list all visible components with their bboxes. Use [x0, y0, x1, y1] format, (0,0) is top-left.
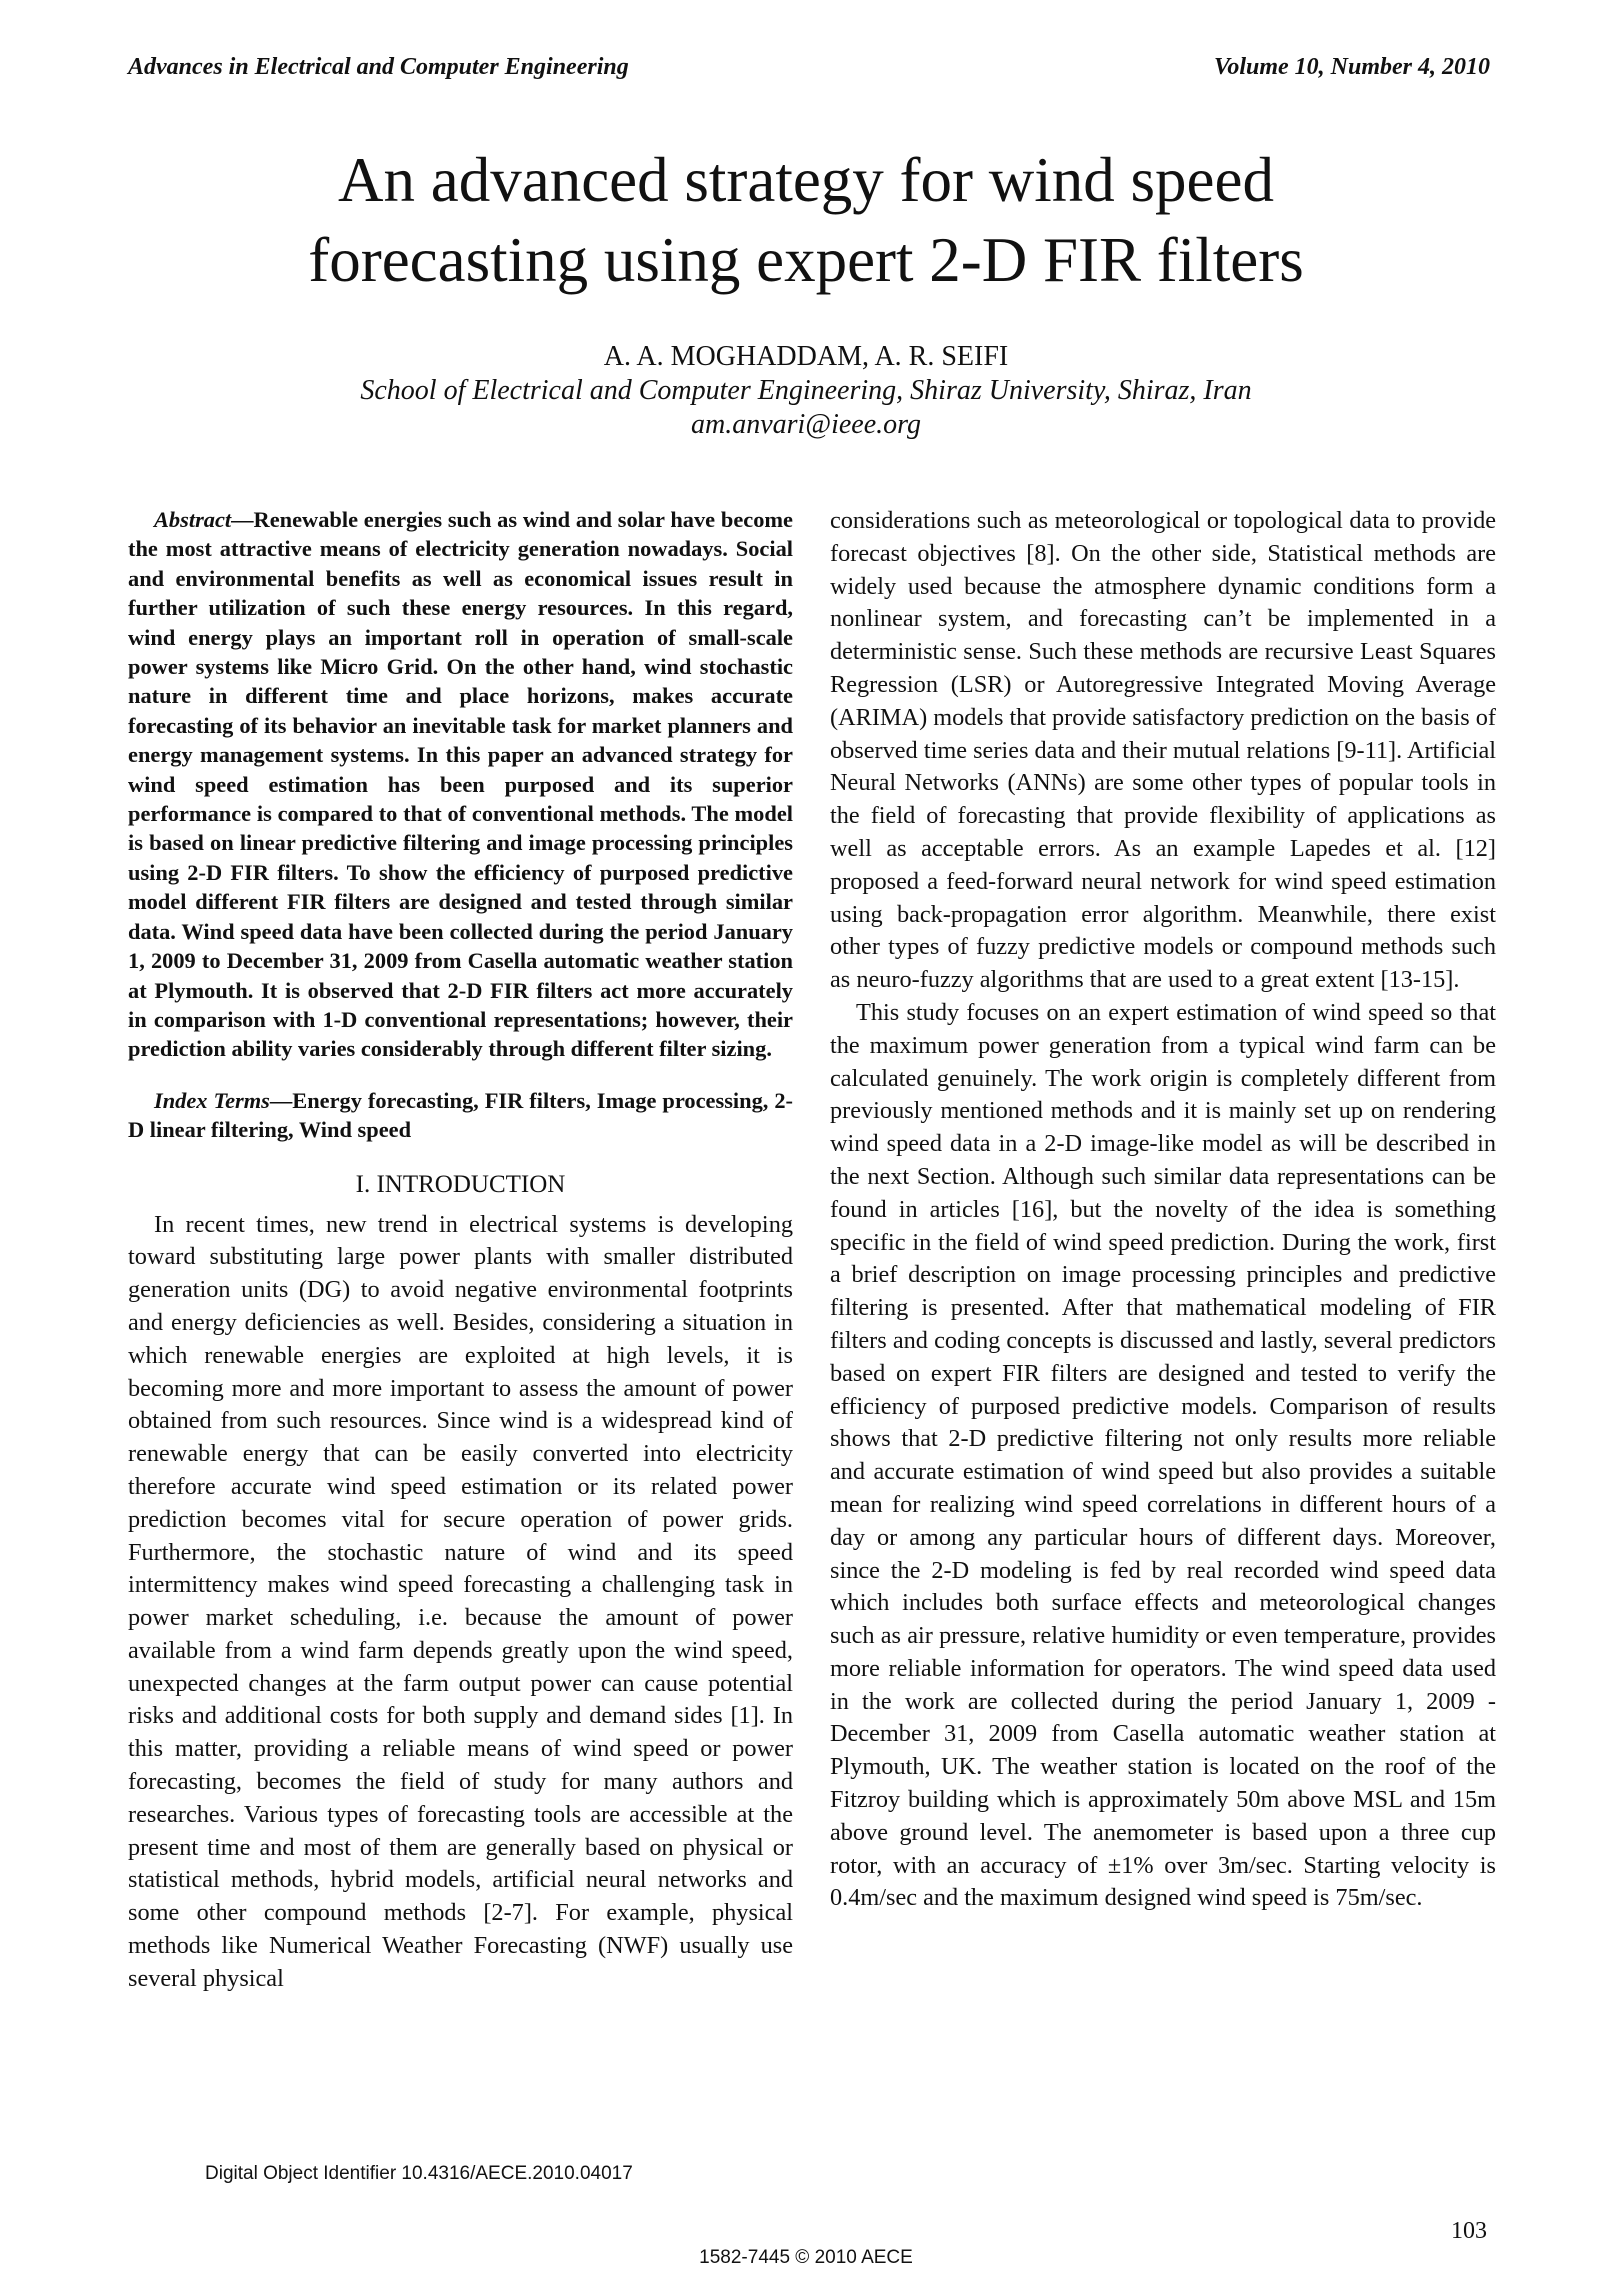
- title-line-2: forecasting using expert 2-D FIR filters: [308, 225, 1304, 295]
- abstract-text: —Renewable energies such as wind and solar have become the most attractive means of electricity generation nowadays. Social and environmental benefits as well as economical issues result in further utilization of such these energy resources. In this regard, wind energy plays an important roll in operation of small-scale power systems like Micro Grid. On the other hand, wind stochastic nature in different time and place horizons, makes accurate forecasting of its behavior an inevitable task for market planners and energy management systems. In this paper an advanced strategy for wind speed estimation has been purposed and its superior performance is compared to that of conventional methods. The model is based on linear predictive filtering and image processing principles using 2-D FIR filters. To show the efficiency of purposed predictive model different FIR filters are designed and tested through similar data. Wind speed data have been collected during the period January 1, 2009 to December 31, 2009 from Casella automatic weather station at Plymouth. It is observed that 2-D FIR filters act more accurately in comparison with 1-D conventional representations; however, their prediction ability varies considerably through different filter sizing.: [128, 507, 793, 1062]
- index-terms-text: —Energy forecasting, FIR filters, Image processing, 2-D linear filtering, Wind speed: [128, 1087, 794, 1143]
- intro-paragraph-2: This study focuses on an expert estimation of wind speed so that the maximum power generation from a typical wind farm can be calculated genuinely. The work origin is completely different from previously mentioned methods and it is mainly set up on rendering wind speed data in a 2-D image-like model as will be described in the next Section. Although such similar data representations can be found in articles [16], but the novelty of the idea is something specific in the field of wind speed prediction. During the work, first a brief description on image processing principles and predictive filtering is presented. After that mathematical modeling of FIR filters and coding concepts is discussed and lastly, several predictors based on expert FIR filters are designed and tested to verify the efficiency of purposed predictive models. Comparison of results shows that 2-D predictive filtering not only results more reliable and accurate estimation of wind speed but also provides a suitable mean for realizing wind speed correlations in different hours of a day or among any particular hours of different days. Moreover, since the 2-D modeling is fed by real recorded wind speed data which includes both surface effects and meteorological changes such as air pressure, relative humidity or even temperature, provides more reliable information for operators. The wind speed data used in the work are collected during the period January 1, 2009 - December 31, 2009 from Casella automatic weather station at Plymouth, UK. The weather station is located on the roof of the Fitzroy building which is approximately 50m above MSL and 15m above ground level. The anemometer is based upon a three cup rotor, with an accuracy of ±1% over 3m/sec. Starting velocity is 0.4m/sec and the maximum designed wind speed is 75m/sec.: [830, 998, 1496, 1912]
- right-column: [830, 505, 1496, 1915]
- journal-name: Advances in Electrical and Computer Engineering: [128, 54, 629, 80]
- doi: Digital Object Identifier 10.4316/AECE.2010.04017: [205, 2163, 633, 2184]
- author-affiliation: School of Electrical and Computer Engineering, Shiraz University, Shiraz, Iran: [360, 375, 1252, 406]
- abstract: [128, 505, 793, 1064]
- page-number: 103: [1451, 2218, 1487, 2244]
- author-block: [0, 340, 1612, 442]
- index-terms-label: Index Terms: [154, 1087, 270, 1113]
- left-column: [128, 505, 793, 1996]
- title-line-1: An advanced strategy for wind speed: [338, 145, 1274, 215]
- author-names: A. A. MOGHADDAM, A. R. SEIFI: [603, 341, 1009, 372]
- section-heading-introduction: I. INTRODUCTION: [355, 1170, 566, 1198]
- index-terms: [128, 1086, 793, 1145]
- volume-info: Volume 10, Number 4, 2010: [1213, 54, 1490, 80]
- author-email: am.anvari@ieee.org: [690, 409, 921, 440]
- intro-paragraph-1: In recent times, new trend in electrical systems is developing toward substituting large power plants with smaller distributed generation units (DG) to avoid negative environmental footprints and energy deficiencies as well. Besides, considering a situation in which renewable energies are exploited at high levels, it is becoming more and more important to assess the amount of power obtained from such resources. Since wind is a widespread kind of renewable energy that can be easily converted into electricity therefore accurate wind speed estimation or its related power prediction becomes vital for secure operation of power grids. Furthermore, the stochastic nature of wind and its speed intermittency makes wind speed forecasting a challenging task in power market scheduling, i.e. because the amount of power available from a wind farm depends greatly upon the wind speed, unexpected changes at the farm output power can cause potential risks and additional costs for both supply and demand sides [1]. In this matter, providing a reliable means of wind speed or power forecasting, becomes the field of study for many authors and researches. Various types of forecasting tools are accessible at the present time and most of them are generally based on physical or statistical methods, hybrid models, artificial neural networks and some other compound methods [2-7]. For example, physical methods like Numerical Weather Forecasting (NWF) usually use several physical: [128, 1210, 793, 1992]
- copyright: 1582-7445 © 2010 AECE: [699, 2247, 913, 2268]
- intro-paragraph-1-continued: considerations such as meteorological or topological data to provide forecast objectives [8]. On the other side, Statistical methods are widely used because the atmosphere dynamic conditions form a nonlinear system, and forecasting can’t be implemented in a deterministic sense. Such these methods are recursive Least Squares Regression (LSR) or Autoregressive Integrated Moving Average (ARIMA) models that provide satisfactory prediction on the basis of observed time series data and their mutual relations [9-11]. Artificial Neural Networks (ANNs) are some other types of popular tools in the field of forecasting that provide flexibility of applications as well as acceptable errors. As an example Lapedes et al. [12] proposed a feed-forward neural network for wind speed estimation using back-propagation error algorithm. Meanwhile, there exist other types of fuzzy predictive models or compound methods such as neuro-fuzzy algorithms that are used to a great extent [13-15].: [830, 507, 1496, 994]
- running-header: [128, 54, 1490, 81]
- abstract-label: Abstract: [154, 507, 232, 532]
- paper-title: [0, 140, 1612, 300]
